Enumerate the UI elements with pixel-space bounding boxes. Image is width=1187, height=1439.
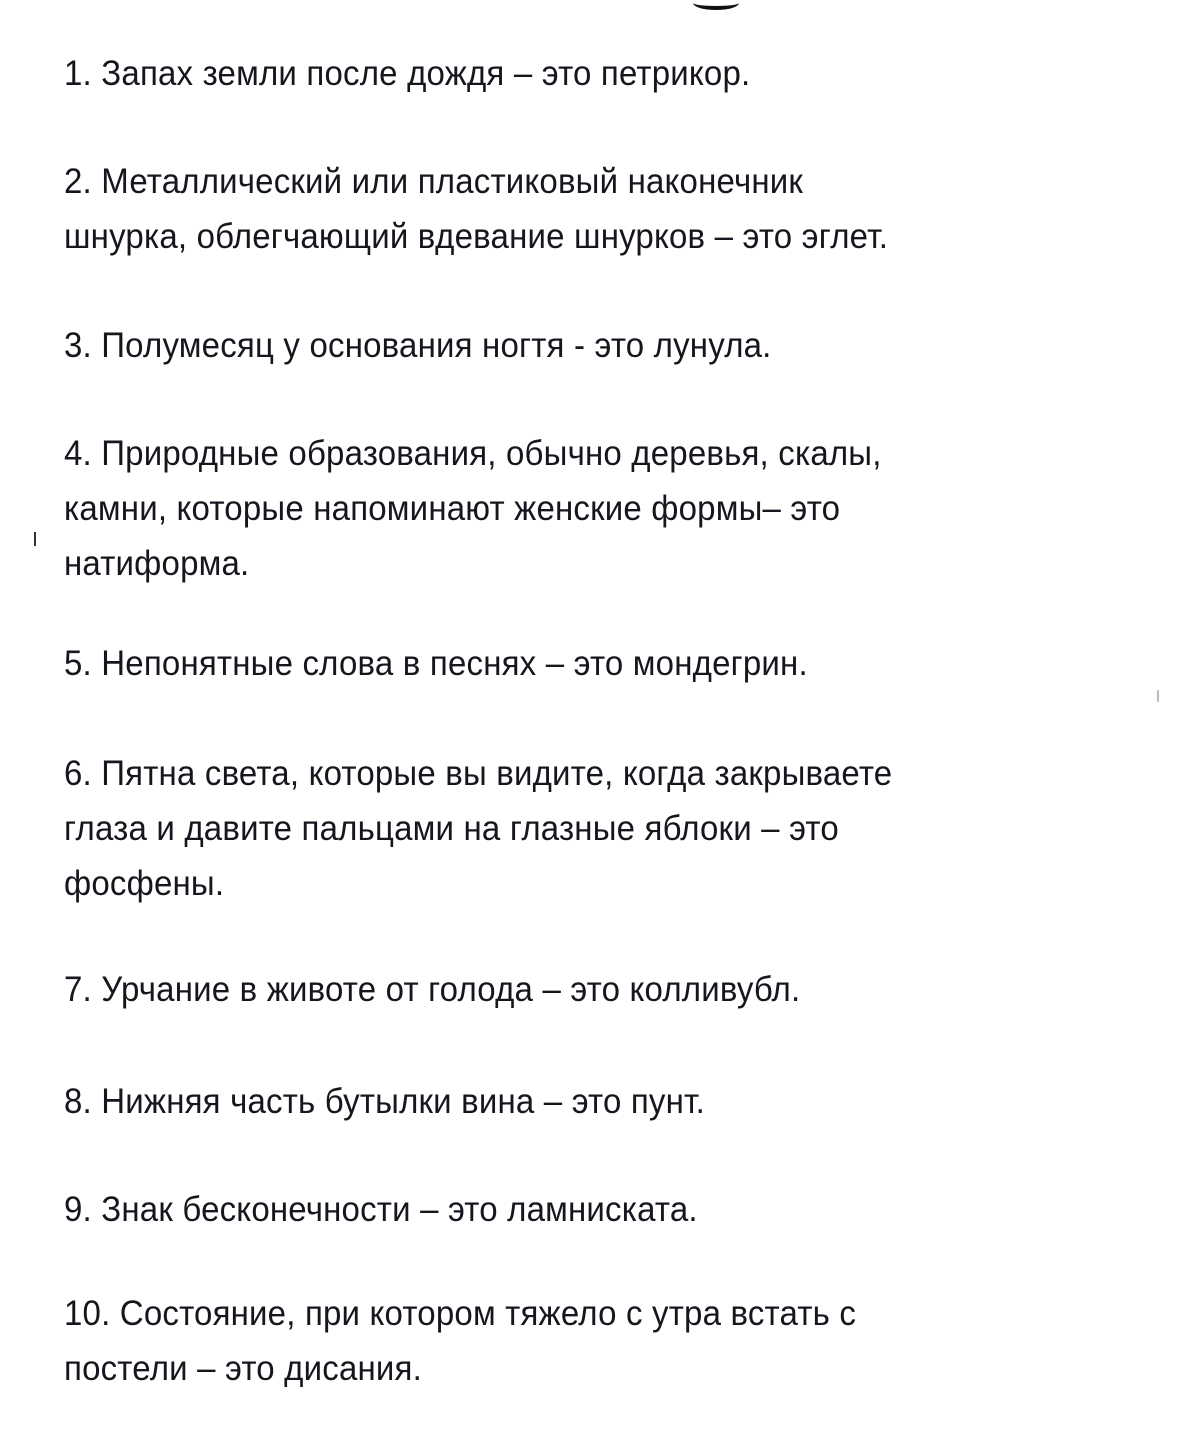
list-item-9	[64, 1182, 698, 1237]
scan-artifact-right	[1157, 690, 1159, 702]
list-item-text: 7. Урчание в животе от голода – это колливубл.	[64, 969, 801, 1009]
list-item-text: глаза и давите пальцами на глазные яблоки – это	[64, 808, 839, 848]
list-item-text: 8. Нижняя часть бутылки вина – это пунт.	[64, 1081, 706, 1121]
scan-artifact-top	[693, 0, 739, 10]
list-item-1	[64, 46, 750, 101]
list-item-text: фосфены.	[64, 863, 225, 903]
list-item-6	[64, 746, 892, 911]
list-item-text: 1. Запах земли после дождя – это петрикор.	[64, 53, 751, 93]
list-item-5	[64, 636, 808, 691]
list-item-3	[64, 318, 772, 373]
list-item-7	[64, 962, 800, 1017]
list-item-text: натиформа.	[64, 543, 250, 583]
list-item-10	[64, 1286, 856, 1396]
list-item-text: камни, которые напоминают женские формы– это	[64, 488, 841, 528]
scan-artifact-left	[34, 532, 36, 546]
list-item-text: шнурка, облегчающий вдевание шнурков – это эглет.	[64, 216, 889, 256]
list-item-8	[64, 1074, 705, 1129]
list-item-4	[64, 426, 882, 591]
list-item-text: постели – это дисания.	[64, 1348, 422, 1388]
list-item-text: 4. Природные образования, обычно деревья, скалы,	[64, 433, 882, 473]
list-item-text: 5. Непонятные слова в песнях – это мондегрин.	[64, 643, 808, 683]
list-item-text: 6. Пятна света, которые вы видите, когда закрываете	[64, 753, 893, 793]
list-item-text: 2. Металлический или пластиковый наконечник	[64, 161, 804, 201]
list-item-text: 10. Состояние, при котором тяжело с утра встать с	[64, 1293, 857, 1333]
list-item-2	[64, 154, 888, 264]
list-item-text: 3. Полумесяц у основания ногтя - это лунула.	[64, 325, 772, 365]
list-item-text: 9. Знак бесконечности – это ламниската.	[64, 1189, 698, 1229]
